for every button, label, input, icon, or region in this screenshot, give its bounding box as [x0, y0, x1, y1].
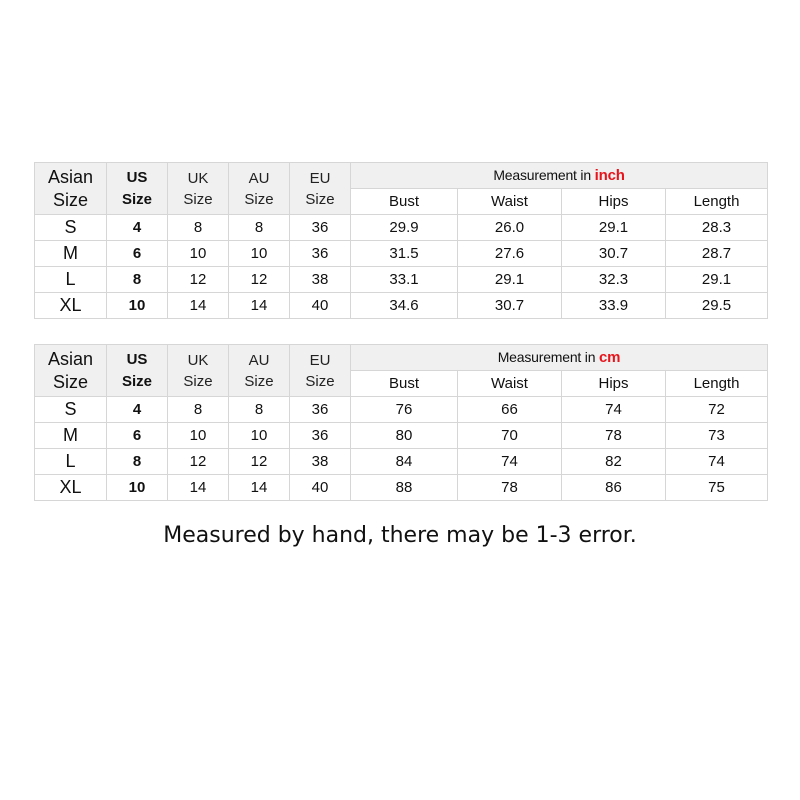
cell-hips: 82: [562, 449, 666, 475]
cell-au: 12: [229, 267, 290, 293]
table-row: [35, 475, 768, 501]
table-row: [35, 215, 768, 241]
cell-hips: 32.3: [562, 267, 666, 293]
cell-asian: M: [35, 241, 107, 267]
header-asian-size: Asian Size: [35, 163, 107, 215]
cell-au: 10: [229, 241, 290, 267]
header-eu-size: EU Size: [290, 163, 351, 215]
header-waist: Waist: [458, 189, 562, 215]
cell-uk: 12: [168, 267, 229, 293]
cell-us: 6: [107, 241, 168, 267]
cell-length: 28.3: [666, 215, 768, 241]
cell-au: 14: [229, 293, 290, 319]
header-us-size: US Size: [107, 345, 168, 397]
cell-eu: 36: [290, 397, 351, 423]
cell-length: 75: [666, 475, 768, 501]
cell-eu: 38: [290, 267, 351, 293]
cell-au: 8: [229, 215, 290, 241]
cell-waist: 74: [458, 449, 562, 475]
cell-length: 72: [666, 397, 768, 423]
cell-uk: 12: [168, 449, 229, 475]
cell-waist: 78: [458, 475, 562, 501]
cell-us: 10: [107, 475, 168, 501]
cell-bust: 88: [351, 475, 458, 501]
table-row: [35, 293, 768, 319]
header-uk-size: UK Size: [168, 163, 229, 215]
cell-us: 4: [107, 215, 168, 241]
cell-length: 28.7: [666, 241, 768, 267]
cell-waist: 70: [458, 423, 562, 449]
cell-asian: M: [35, 423, 107, 449]
table-row: [35, 267, 768, 293]
cell-uk: 14: [168, 475, 229, 501]
cell-bust: 80: [351, 423, 458, 449]
cell-asian: L: [35, 267, 107, 293]
measurement-label: Measurement in: [497, 349, 596, 365]
header-asian-size: Asian Size: [35, 345, 107, 397]
cell-eu: 40: [290, 475, 351, 501]
header-hips: Hips: [562, 189, 666, 215]
cell-au: 8: [229, 397, 290, 423]
cell-bust: 31.5: [351, 241, 458, 267]
cell-bust: 29.9: [351, 215, 458, 241]
header-bust: Bust: [351, 371, 458, 397]
cell-length: 74: [666, 449, 768, 475]
cell-asian: L: [35, 449, 107, 475]
table-row: [35, 397, 768, 423]
size-table-inch: [34, 162, 768, 319]
cell-length: 29.1: [666, 267, 768, 293]
cell-uk: 10: [168, 241, 229, 267]
header-au-size: AU Size: [229, 345, 290, 397]
header-measurement: [351, 163, 768, 189]
cell-eu: 36: [290, 215, 351, 241]
cell-hips: 29.1: [562, 215, 666, 241]
cell-us: 8: [107, 449, 168, 475]
cell-au: 14: [229, 475, 290, 501]
cell-hips: 33.9: [562, 293, 666, 319]
cell-bust: 84: [351, 449, 458, 475]
cell-bust: 33.1: [351, 267, 458, 293]
cell-us: 4: [107, 397, 168, 423]
cell-bust: 76: [351, 397, 458, 423]
cell-length: 73: [666, 423, 768, 449]
cell-uk: 8: [168, 215, 229, 241]
cell-uk: 10: [168, 423, 229, 449]
cell-us: 8: [107, 267, 168, 293]
header-length: Length: [666, 371, 768, 397]
header-au-size: AU Size: [229, 163, 290, 215]
cell-us: 10: [107, 293, 168, 319]
cell-waist: 29.1: [458, 267, 562, 293]
cell-hips: 86: [562, 475, 666, 501]
cell-eu: 38: [290, 449, 351, 475]
cell-length: 29.5: [666, 293, 768, 319]
cell-eu: 36: [290, 241, 351, 267]
cell-asian: XL: [35, 475, 107, 501]
cell-waist: 30.7: [458, 293, 562, 319]
table-row: [35, 423, 768, 449]
header-bust: Bust: [351, 189, 458, 215]
measurement-unit: cm: [599, 349, 621, 366]
cell-hips: 78: [562, 423, 666, 449]
cell-waist: 26.0: [458, 215, 562, 241]
cell-uk: 8: [168, 397, 229, 423]
header-eu-size: EU Size: [290, 345, 351, 397]
cell-au: 12: [229, 449, 290, 475]
measurement-label: Measurement in: [493, 167, 591, 183]
cell-eu: 40: [290, 293, 351, 319]
cell-asian: S: [35, 215, 107, 241]
header-waist: Waist: [458, 371, 562, 397]
cell-asian: S: [35, 397, 107, 423]
cell-au: 10: [229, 423, 290, 449]
header-uk-size: UK Size: [168, 345, 229, 397]
cell-waist: 66: [458, 397, 562, 423]
header-hips: Hips: [562, 371, 666, 397]
header-measurement: [351, 345, 768, 371]
measurement-note: Measured by hand, there may be 1-3 error.: [163, 523, 637, 548]
cell-us: 6: [107, 423, 168, 449]
header-length: Length: [666, 189, 768, 215]
table-row: [35, 241, 768, 267]
size-table-cm: [34, 344, 768, 501]
cell-bust: 34.6: [351, 293, 458, 319]
table-row: [35, 449, 768, 475]
cell-eu: 36: [290, 423, 351, 449]
cell-uk: 14: [168, 293, 229, 319]
header-us-size: US Size: [107, 163, 168, 215]
cell-waist: 27.6: [458, 241, 562, 267]
cell-hips: 30.7: [562, 241, 666, 267]
cell-asian: XL: [35, 293, 107, 319]
measurement-unit: inch: [594, 167, 625, 184]
cell-hips: 74: [562, 397, 666, 423]
